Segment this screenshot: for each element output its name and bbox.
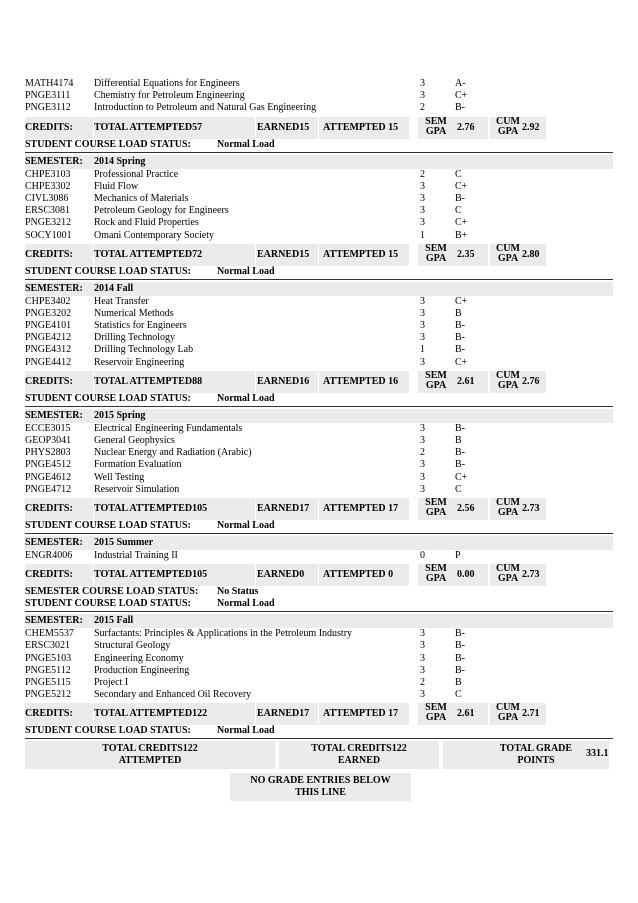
load-status-value: Normal Load: [217, 265, 275, 277]
semester-label: SEMESTER:: [25, 155, 83, 167]
semester-label: SEMESTER:: [25, 409, 83, 421]
no-grade-entries-note: [230, 773, 411, 801]
course-row: [25, 447, 613, 459]
section-divider: [25, 611, 613, 612]
course-code: PNGE4612: [25, 471, 72, 483]
course-code: PNGE4101: [25, 320, 72, 332]
course-code: PNGE3112: [25, 102, 71, 114]
total-earned-line1: TOTAL CREDITS122: [311, 743, 407, 755]
no-grades-wrapper: [25, 773, 613, 803]
course-row: [25, 459, 613, 471]
credits-summary: [25, 117, 613, 139]
load-status-value: Normal Load: [217, 138, 275, 150]
load-status-label: STUDENT COURSE LOAD STATUS:: [25, 725, 191, 737]
semester-label: SEMESTER:: [25, 536, 83, 548]
course-code: CHPE3302: [25, 180, 71, 192]
course-credits: 3: [420, 422, 425, 434]
total-attempted: TOTAL ATTEMPTED72: [94, 248, 203, 260]
sem-gpa-value: 2.61: [457, 375, 475, 387]
course-grade: B-: [455, 664, 465, 676]
course-grade: B-: [455, 628, 465, 640]
course-credits: 3: [420, 356, 425, 368]
course-grade: P: [455, 549, 461, 561]
cum-gpa-label: CUM GPA: [496, 242, 520, 264]
cum-gpa-value: 2.73: [522, 569, 540, 581]
total-points-line1: TOTAL GRADE: [499, 743, 573, 755]
load-status: [25, 586, 613, 598]
load-status: [25, 520, 613, 532]
course-title: Surfactants: Principles & Applications in the Petroleum Industry: [94, 628, 353, 640]
section-divider: [25, 738, 613, 739]
sem-gpa-label: SEM GPA: [425, 563, 447, 585]
total-attempted: TOTAL ATTEMPTED88: [94, 375, 203, 387]
credits-label: CREDITS:: [25, 502, 73, 514]
course-grade: B-: [455, 652, 465, 664]
earned-credits: EARNED0: [257, 569, 305, 581]
credits-label: CREDITS:: [25, 121, 73, 133]
sem-gpa-label: SEM GPA: [425, 115, 447, 137]
transcript-page: [25, 78, 613, 803]
course-title: Industrial Training II: [94, 549, 178, 561]
course-code: PNGE5103: [25, 652, 72, 664]
course-row: [25, 181, 613, 193]
attempted-credits: ATTEMPTED 15: [323, 121, 399, 133]
course-grade: C: [455, 205, 462, 217]
course-row: [25, 169, 613, 181]
course-credits: 3: [420, 471, 425, 483]
total-credits-attempted: [25, 741, 275, 769]
course-row: [25, 665, 613, 677]
course-row: [25, 550, 613, 562]
course-code: GEOP3041: [25, 435, 72, 446]
semester-header: [25, 155, 613, 169]
course-code: PNGE4512: [25, 459, 72, 471]
section-divider: [25, 152, 613, 153]
course-code: PNGE4412: [25, 356, 72, 368]
load-status-value: Normal Load: [217, 519, 275, 531]
course-title: Reservoir Engineering: [94, 356, 185, 368]
cum-gpa-value: 2.73: [522, 502, 540, 514]
section-divider: [25, 279, 613, 280]
attempted-credits: ATTEMPTED 17: [323, 502, 399, 514]
course-row: [25, 102, 613, 114]
cum-gpa-value: 2.80: [522, 248, 540, 260]
cum-gpa-value: 2.92: [522, 121, 540, 133]
course-title: Structural Geology: [94, 640, 171, 652]
course-code: ENGR4006: [25, 549, 73, 561]
credits-label: CREDITS:: [25, 375, 73, 387]
credits-summary: [25, 371, 613, 393]
course-row: [25, 308, 613, 320]
course-credits: 2: [420, 102, 425, 114]
course-title: Rock and Fluid Properties: [94, 217, 199, 229]
course-row: [25, 78, 613, 90]
load-status-label: STUDENT COURSE LOAD STATUS:: [25, 598, 191, 610]
course-title: Numerical Methods: [94, 307, 174, 319]
section-divider: [25, 406, 613, 407]
course-grade: B-: [455, 459, 465, 471]
course-title: Engineering Economy: [94, 652, 184, 664]
cum-gpa-label: CUM GPA: [496, 702, 520, 724]
course-row: [25, 205, 613, 217]
course-code: PNGE3111: [25, 90, 71, 102]
course-code: PNGE3212: [25, 217, 72, 229]
semester-term: 2015 Fall: [94, 615, 134, 627]
total-grade-points: [443, 741, 609, 769]
course-row: [25, 677, 613, 689]
course-code: PHYS2803: [25, 447, 71, 459]
load-status: [25, 725, 613, 737]
semester-term: 2014 Spring: [94, 155, 146, 167]
course-code: ERSC3081: [25, 205, 71, 217]
course-title: Differential Equations for Engineers: [94, 78, 240, 89]
sem-gpa-label: SEM GPA: [425, 702, 447, 724]
course-grade: C+: [455, 295, 468, 307]
course-title: Formation Evaluation: [94, 459, 182, 471]
course-row: [25, 320, 613, 332]
semester-header: [25, 282, 613, 296]
course-grade: C+: [455, 217, 468, 229]
sem-gpa-label: SEM GPA: [425, 496, 447, 518]
course-code: MATH4174: [25, 78, 74, 89]
course-row: [25, 90, 613, 102]
course-code: PNGE3202: [25, 307, 72, 319]
course-title: General Geophysics: [94, 435, 175, 446]
course-code: CHPE3402: [25, 295, 71, 307]
course-grade: B-: [455, 320, 465, 332]
course-code: PNGE5212: [25, 689, 72, 701]
total-credits-earned: [279, 741, 439, 769]
cum-gpa-label: CUM GPA: [496, 496, 520, 518]
course-grade: B-: [455, 344, 465, 356]
load-status: [25, 139, 613, 151]
earned-credits: EARNED15: [257, 121, 310, 133]
load-status: [25, 266, 613, 278]
course-row: [25, 435, 613, 447]
total-points-value: 331.1: [586, 748, 609, 760]
course-grade: B: [455, 307, 462, 319]
course-title: Professional Practice: [94, 168, 179, 180]
attempted-credits: ATTEMPTED 16: [323, 375, 399, 387]
course-credits: 3: [420, 295, 425, 307]
course-credits: 3: [420, 640, 425, 652]
credits-summary: [25, 498, 613, 520]
load-status-value: Normal Load: [217, 725, 275, 737]
course-code: CIVL3086: [25, 192, 69, 204]
course-code: CHPE3103: [25, 168, 71, 180]
attempted-credits: ATTEMPTED 15: [323, 248, 399, 260]
course-title: Chemistry for Petroleum Engineering: [94, 90, 245, 102]
course-credits: 3: [420, 192, 425, 204]
course-code: SOCY1001: [25, 229, 72, 241]
sem-gpa-value: 2.56: [457, 502, 475, 514]
course-credits: 3: [420, 483, 425, 495]
course-credits: 3: [420, 689, 425, 701]
course-credits: 2: [420, 676, 425, 688]
credits-summary: [25, 703, 613, 725]
course-credits: 3: [420, 628, 425, 640]
semester-header: [25, 614, 613, 628]
course-credits: 3: [420, 78, 425, 89]
course-credits: 2: [420, 447, 425, 459]
cum-gpa-label: CUM GPA: [496, 369, 520, 391]
course-title: Drilling Technology: [94, 332, 176, 344]
course-code: CHEM5537: [25, 628, 74, 640]
course-code: PNGE5112: [25, 664, 71, 676]
course-grade: B+: [455, 229, 468, 241]
semester-label: SEMESTER:: [25, 615, 83, 627]
semester-term: 2015 Summer: [94, 536, 154, 548]
course-row: [25, 332, 613, 344]
course-title: Petroleum Geology for Engineers: [94, 205, 229, 217]
course-credits: 3: [420, 90, 425, 102]
course-code: PNGE5115: [25, 676, 71, 688]
no-grades-line2: THIS LINE: [295, 787, 346, 799]
sem-gpa-value: 0.00: [457, 569, 475, 581]
total-attempted: TOTAL ATTEMPTED57: [94, 121, 203, 133]
sem-gpa-label: SEM GPA: [425, 369, 447, 391]
course-row: [25, 296, 613, 308]
course-row: [25, 689, 613, 701]
load-status-label: STUDENT COURSE LOAD STATUS:: [25, 138, 191, 150]
course-credits: 3: [420, 217, 425, 229]
course-row: [25, 217, 613, 229]
total-attempted-line2: ATTEMPTED: [118, 755, 182, 767]
sem-gpa-label: SEM GPA: [425, 242, 447, 264]
cum-gpa-value: 2.76: [522, 375, 540, 387]
course-row: [25, 472, 613, 484]
credits-label: CREDITS:: [25, 708, 73, 720]
no-grades-line1: NO GRADE ENTRIES BELOW: [250, 775, 391, 787]
course-credits: 3: [420, 307, 425, 319]
total-attempted-line1: TOTAL CREDITS122: [102, 743, 198, 755]
total-points-line2: POINTS: [517, 755, 555, 767]
course-row: [25, 193, 613, 205]
course-grade: C+: [455, 180, 468, 192]
earned-credits: EARNED16: [257, 375, 310, 387]
load-status-value: Normal Load: [217, 392, 275, 404]
course-title: Heat Transfer: [94, 295, 149, 307]
course-title: Production Engineering: [94, 664, 190, 676]
course-credits: 1: [420, 229, 425, 241]
course-grade: C+: [455, 90, 468, 102]
course-grade: C+: [455, 356, 468, 368]
course-title: Project I: [94, 676, 129, 688]
cum-gpa-value: 2.71: [522, 708, 540, 720]
credits-summary: [25, 244, 613, 266]
course-grade: C: [455, 168, 462, 180]
load-status: [25, 598, 613, 610]
earned-credits: EARNED17: [257, 708, 310, 720]
total-attempted: TOTAL ATTEMPTED122: [94, 708, 208, 720]
course-grade: C+: [455, 471, 468, 483]
course-credits: 3: [420, 459, 425, 471]
load-status-label: SEMESTER COURSE LOAD STATUS:: [25, 586, 199, 598]
course-grade: A-: [455, 78, 466, 89]
course-credits: 3: [420, 205, 425, 217]
course-title: Statistics for Engineers: [94, 320, 187, 332]
course-row: [25, 344, 613, 356]
course-row: [25, 628, 613, 640]
credits-summary: [25, 564, 613, 586]
course-title: Secondary and Enhanced Oil Recovery: [94, 689, 252, 701]
sem-gpa-value: 2.35: [457, 248, 475, 260]
course-code: ERSC3021: [25, 640, 71, 652]
course-credits: 2: [420, 168, 425, 180]
semester-header: [25, 536, 613, 550]
credits-label: CREDITS:: [25, 248, 73, 260]
earned-credits: EARNED15: [257, 248, 310, 260]
course-code: PNGE4312: [25, 344, 72, 356]
course-grade: B-: [455, 102, 465, 114]
load-status-label: STUDENT COURSE LOAD STATUS:: [25, 392, 191, 404]
credits-label: CREDITS:: [25, 569, 73, 581]
course-row: [25, 423, 613, 435]
sem-gpa-value: 2.61: [457, 708, 475, 720]
course-credits: 3: [420, 664, 425, 676]
course-code: PNGE4212: [25, 332, 72, 344]
course-title: Nuclear Energy and Radiation (Arabic): [94, 447, 252, 459]
cum-gpa-label: CUM GPA: [496, 115, 520, 137]
course-credits: 0: [420, 549, 425, 561]
course-title: Omani Contemporary Society: [94, 229, 214, 241]
course-row: [25, 653, 613, 665]
course-row: [25, 484, 613, 496]
load-status-value: No Status: [217, 586, 259, 598]
load-status-label: STUDENT COURSE LOAD STATUS:: [25, 265, 191, 277]
semester-term: 2015 Spring: [94, 409, 146, 421]
course-credits: 3: [420, 320, 425, 332]
course-row: [25, 230, 613, 242]
course-grade: B: [455, 676, 462, 688]
load-status: [25, 393, 613, 405]
total-attempted: TOTAL ATTEMPTED105: [94, 502, 208, 514]
total-attempted: TOTAL ATTEMPTED105: [94, 569, 208, 581]
attempted-credits: ATTEMPTED 0: [323, 569, 394, 581]
course-credits: 3: [420, 332, 425, 344]
course-credits: 1: [420, 344, 425, 356]
load-status-label: STUDENT COURSE LOAD STATUS:: [25, 519, 191, 531]
semester-label: SEMESTER:: [25, 282, 83, 294]
course-grade: B-: [455, 640, 465, 652]
course-grade: B: [455, 435, 462, 446]
course-grade: B-: [455, 332, 465, 344]
course-grade: C: [455, 689, 462, 701]
cum-gpa-label: CUM GPA: [496, 563, 520, 585]
course-grade: C: [455, 483, 462, 495]
sem-gpa-value: 2.76: [457, 121, 475, 133]
total-earned-line2: EARNED: [337, 755, 381, 767]
course-grade: B-: [455, 192, 465, 204]
course-title: Reservoir Simulation: [94, 483, 180, 495]
semester-term: 2014 Fall: [94, 282, 134, 294]
course-credits: 3: [420, 180, 425, 192]
attempted-credits: ATTEMPTED 17: [323, 708, 399, 720]
course-grade: B-: [455, 422, 465, 434]
course-credits: 3: [420, 435, 425, 446]
course-credits: 3: [420, 652, 425, 664]
overall-totals: [25, 741, 613, 769]
load-status-value: Normal Load: [217, 598, 275, 610]
section-divider: [25, 533, 613, 534]
course-code: PNGE4712: [25, 483, 72, 495]
earned-credits: EARNED17: [257, 502, 310, 514]
course-title: Drilling Technology Lab: [94, 344, 194, 356]
semester-header: [25, 409, 613, 423]
course-grade: B-: [455, 447, 465, 459]
course-row: [25, 357, 613, 369]
course-title: Fluid Flow: [94, 180, 139, 192]
course-row: [25, 640, 613, 652]
course-title: Electrical Engineering Fundamentals: [94, 422, 243, 434]
course-title: Well Testing: [94, 471, 145, 483]
course-title: Introduction to Petroleum and Natural Gas Engineering: [94, 102, 317, 114]
course-title: Mechanics of Materials: [94, 192, 189, 204]
course-code: ECCE3015: [25, 422, 71, 434]
